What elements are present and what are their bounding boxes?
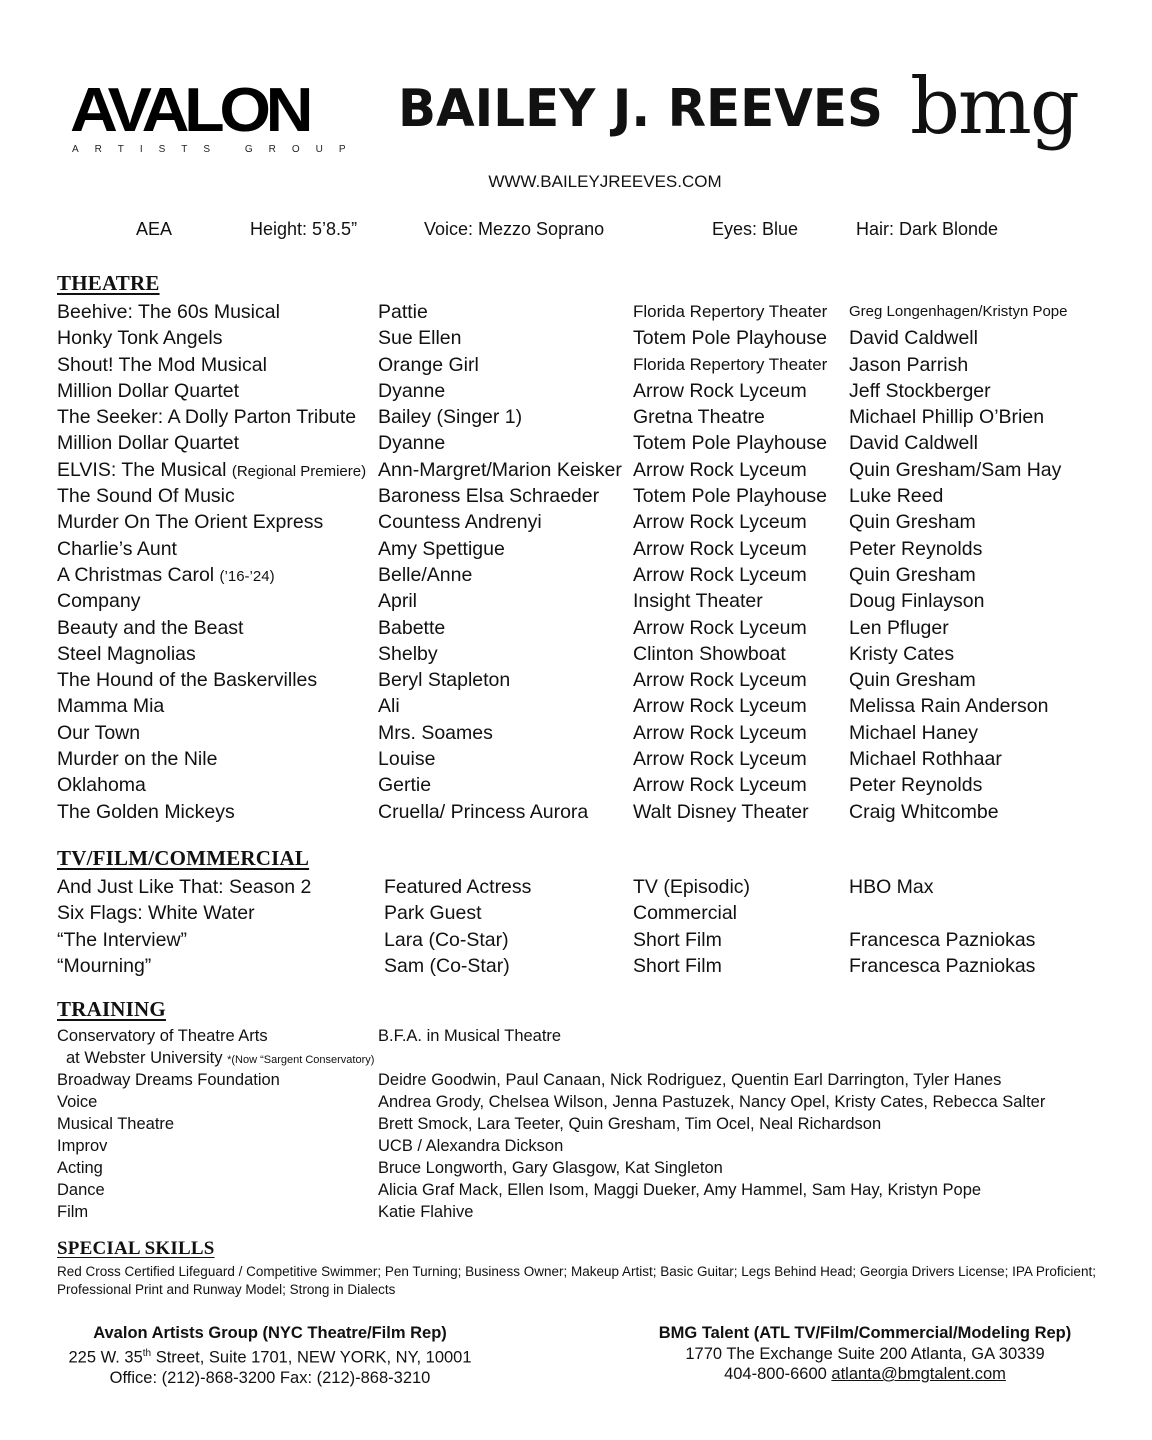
director-cell: Luke Reed	[849, 485, 944, 508]
special-skills-text: Red Cross Certified Lifeguard / Competitive Swimmer; Pen Turning; Business Owner; Makeup Artist; Basic Guitar; Legs Behind Head; Georgia Drivers License; IPA Proficient; Professional Print and Runway Model; Strong in Dialects	[57, 1264, 1096, 1297]
venue-cell: Totem Pole Playhouse	[633, 432, 828, 455]
training-label: Voice	[57, 1093, 98, 1111]
venue-cell: Arrow Rock Lyceum	[633, 379, 807, 402]
role-cell: Countess Andrenyi	[378, 511, 542, 534]
role-cell: Baroness Elsa Schraeder	[378, 485, 600, 508]
training-row	[57, 1069, 1117, 1091]
training-label: Conservatory of Theatre Arts	[57, 1027, 268, 1045]
role-cell: Lara (Co-Star)	[384, 928, 509, 951]
special-skills-heading: SPECIAL SKILLS	[57, 1238, 215, 1259]
show-cell: The Sound Of Music	[57, 485, 235, 508]
show-cell: Mamma Mia	[57, 695, 165, 718]
voice-stat: Voice: Mezzo Soprano	[424, 219, 605, 239]
company-cell: Francesca Pazniokas	[849, 954, 1036, 977]
show-cell: Murder on the Nile	[57, 748, 218, 771]
avalon-address-sup: th	[142, 1347, 152, 1359]
training-note: *(Now “Sargent Conservatory)	[227, 1054, 375, 1066]
role-cell: Sue Ellen	[378, 327, 462, 350]
show-cell: Beauty and the Beast	[57, 616, 244, 639]
role-cell: Mrs. Soames	[378, 721, 493, 744]
director-cell: Melissa Rain Anderson	[849, 695, 1049, 718]
training-heading: TRAINING	[57, 997, 166, 1021]
role-cell: Dyanne	[378, 432, 446, 455]
training-detail: UCB / Alexandra Dickson	[378, 1137, 564, 1155]
director-cell: Jason Parrish	[849, 353, 969, 376]
role-cell: Park Guest	[384, 902, 482, 925]
show-cell: Company	[57, 590, 141, 613]
role-cell: Babette	[378, 616, 446, 639]
avalon-rep-title: Avalon Artists Group (NYC Theatre/Film Rep)	[93, 1324, 447, 1342]
avalon-rep-phones: Office: (212)-868-3200 Fax: (212)-868-3210	[109, 1368, 431, 1387]
training-label: Dance	[57, 1181, 105, 1199]
training-row	[57, 1135, 1117, 1157]
table-row	[57, 299, 1117, 325]
table-row	[57, 693, 1117, 719]
training-detail: Alicia Graf Mack, Ellen Isom, Maggi Dueker, Amy Hammel, Sam Hay, Kristyn Pope	[378, 1181, 982, 1199]
training-detail: Brett Smock, Lara Teeter, Quin Gresham, Tim Ocel, Neal Richardson	[378, 1115, 882, 1133]
table-row	[57, 536, 1117, 562]
show-title: ELVIS: The Musical	[57, 458, 227, 481]
venue-cell: Arrow Rock Lyceum	[633, 721, 807, 744]
company-cell: HBO Max	[849, 876, 934, 898]
director-cell: Quin Gresham	[849, 669, 976, 692]
table-row	[57, 667, 1117, 693]
role-cell: Featured Actress	[384, 876, 532, 898]
training-detail: Deidre Goodwin, Paul Canaan, Nick Rodriguez, Quentin Earl Darrington, Tyler Hanes	[378, 1071, 1002, 1089]
training-detail: Bruce Longworth, Gary Glasgow, Kat Singleton	[378, 1159, 723, 1177]
table-row	[57, 746, 1117, 772]
director-cell: David Caldwell	[849, 432, 978, 455]
role-cell: Sam (Co-Star)	[384, 954, 510, 977]
role-cell: Dyanne	[378, 379, 446, 402]
director-cell: Michael Phillip O’Brien	[849, 406, 1045, 429]
training-table	[57, 1025, 1117, 1223]
venue-cell: Arrow Rock Lyceum	[633, 537, 807, 560]
training-row	[57, 1025, 1117, 1047]
show-title: A Christmas Carol	[57, 563, 215, 586]
venue-cell: Arrow Rock Lyceum	[633, 774, 807, 797]
training-detail: Katie Flahive	[378, 1203, 474, 1221]
bmg-rep-phone: 404-800-6600	[724, 1365, 827, 1383]
training-label: Broadway Dreams Foundation	[57, 1071, 280, 1089]
hair-stat: Hair: Dark Blonde	[856, 219, 999, 239]
venue-cell: Totem Pole Playhouse	[633, 485, 828, 508]
venue-cell: Arrow Rock Lyceum	[633, 669, 807, 692]
table-row	[57, 615, 1117, 641]
role-cell: Pattie	[378, 301, 428, 323]
venue-cell: Florida Repertory Theater	[633, 354, 828, 374]
show-cell	[57, 562, 275, 590]
avalon-rep-block	[40, 1323, 500, 1388]
table-row	[57, 874, 1117, 900]
tv-film-table	[57, 874, 1117, 979]
avalon-address-post: Street, Suite 1701, NEW YORK, NY, 10001	[151, 1348, 472, 1366]
show-note: (’16-’24)	[219, 567, 275, 585]
role-cell: Beryl Stapleton	[378, 669, 511, 692]
director-cell: Michael Rothhaar	[849, 748, 1002, 771]
union-stat: AEA	[136, 219, 173, 239]
show-cell	[57, 457, 366, 485]
bmg-rep-block	[620, 1323, 1110, 1385]
director-cell: Peter Reynolds	[849, 774, 983, 797]
training-label: Improv	[57, 1137, 108, 1155]
training-row	[57, 1113, 1117, 1135]
eyes-stat: Eyes: Blue	[712, 219, 799, 239]
table-row	[57, 953, 1117, 979]
website-link[interactable]: WWW.BAILEYJREEVES.COM	[488, 172, 722, 191]
role-cell: Belle/Anne	[378, 563, 473, 586]
table-row	[57, 562, 1117, 588]
training-label: Musical Theatre	[57, 1115, 175, 1133]
role-cell: Gertie	[378, 774, 432, 797]
table-row	[57, 352, 1117, 378]
table-row	[57, 588, 1117, 614]
bmg-logo: bmg	[910, 62, 1078, 152]
venue-cell: Clinton Showboat	[633, 642, 786, 665]
avalon-address-pre: 225 W. 35	[68, 1348, 143, 1366]
role-cell: Louise	[378, 748, 436, 771]
table-row	[57, 509, 1117, 535]
venue-cell: Gretna Theatre	[633, 406, 765, 429]
role-cell: Bailey (Singer 1)	[378, 406, 523, 429]
role-cell: Orange Girl	[378, 353, 479, 376]
bmg-rep-contact	[620, 1364, 1110, 1385]
role-cell: Shelby	[378, 642, 438, 665]
venue-cell: Arrow Rock Lyceum	[633, 616, 807, 639]
venue-cell: Arrow Rock Lyceum	[633, 563, 807, 586]
table-row	[57, 404, 1117, 430]
table-row	[57, 483, 1117, 509]
show-cell: The Seeker: A Dolly Parton Tribute	[57, 406, 357, 429]
title-cell: And Just Like That: Season 2	[57, 876, 312, 898]
avalon-logo	[60, 76, 362, 161]
venue-cell: Arrow Rock Lyceum	[633, 695, 807, 718]
show-cell: Our Town	[57, 721, 141, 744]
venue-cell: Arrow Rock Lyceum	[633, 458, 807, 481]
director-cell: Len Pfluger	[849, 616, 949, 639]
director-cell: Kristy Cates	[849, 642, 955, 665]
training-row	[57, 1201, 1117, 1223]
director-cell: Doug Finlayson	[849, 590, 985, 613]
type-cell: Short Film	[633, 928, 722, 951]
theatre-heading: THEATRE	[57, 271, 160, 295]
table-row	[57, 430, 1117, 456]
training-label: Acting	[57, 1159, 103, 1177]
show-cell: Shout! The Mod Musical	[57, 353, 267, 376]
show-cell: Beehive: The 60s Musical	[57, 301, 280, 323]
show-note: (Regional Premiere)	[231, 462, 367, 480]
type-cell: Short Film	[633, 954, 722, 977]
bmg-rep-title: BMG Talent (ATL TV/Film/Commercial/Modeling Rep)	[658, 1324, 1072, 1342]
director-cell: Quin Gresham/Sam Hay	[849, 458, 1062, 481]
training-detail: B.F.A. in Musical Theatre	[378, 1027, 562, 1045]
title-cell: “The Interview”	[57, 928, 188, 951]
venue-cell: Totem Pole Playhouse	[633, 327, 828, 350]
director-cell: Quin Gresham	[849, 563, 976, 586]
show-cell: Murder On The Orient Express	[57, 511, 324, 534]
tv-film-heading: TV/FILM/COMMERCIAL	[57, 846, 310, 870]
page-title: BAILEY J. REEVES	[398, 79, 883, 139]
director-cell: Jeff Stockberger	[849, 379, 991, 402]
type-cell: Commercial	[633, 902, 738, 925]
table-row	[57, 325, 1117, 351]
training-row	[57, 1047, 1117, 1069]
height-stat: Height: 5’8.5”	[250, 219, 358, 239]
director-cell: Michael Haney	[849, 721, 978, 744]
avalon-rep-address	[40, 1344, 500, 1368]
table-row	[57, 799, 1117, 825]
show-cell: Million Dollar Quartet	[57, 432, 240, 455]
role-cell: Amy Spettigue	[378, 537, 505, 560]
role-cell: Ali	[378, 695, 400, 718]
training-label: Film	[57, 1203, 89, 1221]
venue-cell: Arrow Rock Lyceum	[633, 748, 807, 771]
bmg-rep-address: 1770 The Exchange Suite 200 Atlanta, GA 30339	[685, 1344, 1045, 1363]
director-cell: Greg Longenhagen/Kristyn Pope	[849, 303, 1068, 320]
show-cell: Oklahoma	[57, 774, 146, 797]
role-cell: Ann-Margret/Marion Keisker	[378, 458, 622, 481]
show-cell: Steel Magnolias	[57, 642, 196, 665]
table-row	[57, 641, 1117, 667]
table-row	[57, 772, 1117, 798]
title-cell: Six Flags: White Water	[57, 902, 255, 925]
table-row	[57, 457, 1117, 483]
avalon-logo-subtitle: ARTISTS GROUP	[72, 144, 362, 155]
training-row	[57, 1091, 1117, 1113]
avalon-logo-word: AVALON	[70, 76, 309, 145]
show-cell: The Golden Mickeys	[57, 800, 235, 823]
role-cell: Cruella/ Princess Aurora	[378, 800, 589, 823]
title-cell: “Mourning”	[57, 954, 152, 977]
director-cell: Craig Whitcombe	[849, 800, 999, 823]
theatre-table	[57, 299, 1117, 825]
director-cell: David Caldwell	[849, 327, 978, 350]
show-cell: Honky Tonk Angels	[57, 327, 223, 350]
training-row	[57, 1179, 1117, 1201]
venue-cell: Arrow Rock Lyceum	[633, 511, 807, 534]
company-cell: Francesca Pazniokas	[849, 928, 1036, 951]
role-cell: April	[378, 590, 418, 613]
type-cell: TV (Episodic)	[633, 876, 751, 898]
table-row	[57, 900, 1117, 926]
training-label	[66, 1047, 374, 1071]
show-cell: The Hound of the Baskervilles	[57, 669, 318, 692]
table-row	[57, 720, 1117, 746]
bmg-email-link[interactable]: atlanta@bmgtalent.com	[831, 1365, 1006, 1383]
venue-cell: Insight Theater	[633, 590, 763, 613]
director-cell: Quin Gresham	[849, 511, 976, 534]
training-row	[57, 1157, 1117, 1179]
training-detail: Andrea Grody, Chelsea Wilson, Jenna Pastuzek, Nancy Opel, Kristy Cates, Rebecca Salter	[378, 1093, 1046, 1111]
show-cell: Million Dollar Quartet	[57, 379, 240, 402]
venue-cell: Florida Repertory Theater	[633, 302, 828, 321]
table-row	[57, 927, 1117, 953]
venue-cell: Walt Disney Theater	[633, 800, 809, 823]
table-row	[57, 378, 1117, 404]
show-cell: Charlie’s Aunt	[57, 537, 177, 560]
training-label-text: at Webster University	[66, 1049, 223, 1067]
director-cell: Peter Reynolds	[849, 537, 983, 560]
